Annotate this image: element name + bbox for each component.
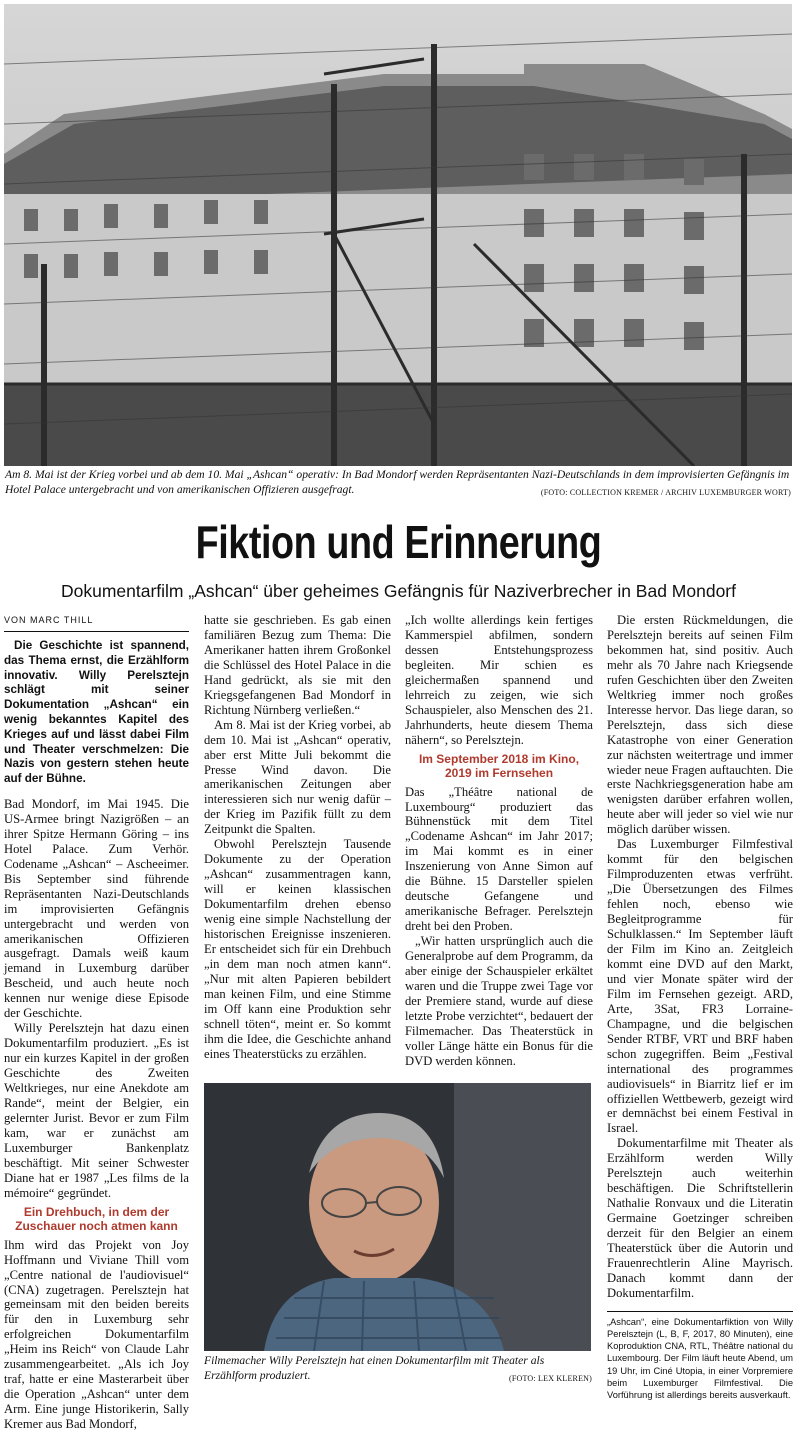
photo-credit: (FOTO: COLLECTION KREMER / ARCHIV LUXEMBURGER WORT) bbox=[540, 487, 791, 497]
caption-text: Am 8. Mai ist der Krieg vorbei und ab dem 10. Mai „Ashcan“ operativ: In Bad Mondorf werden Repräsentanten Nazi-Deutschlands in dem improvisierten Gefängnis im Hotel Palace untergebracht und von amerikanischen Offizieren ausgefragt. bbox=[5, 468, 790, 496]
article-column-1 bbox=[4, 613, 189, 1432]
article-lead: Die Geschichte ist spannend, das Thema ernst, die Erzählform innovativ. Willy Perelsztejn schlägt mit seiner Dokumentation „Ashcan“ ein wenig bekanntes Kapitel des Krieges auf und lässt dabei Film und Theater verschmelzen: Die Nazis von gestern stehen heute auf der Bühne. bbox=[4, 638, 189, 786]
paragraph: Das „Théâtre national de Luxembourg“ produziert das Bühnenstück mit dem Titel „Codename Ashcan“ im Jahr 2017; im Mai kommt es in einer Inszenierung von Anne Simon auf die Bühne. 15 Darsteller spielen deutsche Gefangene und amerikanische Befrager. Perelsztejn dreht bei den Proben. bbox=[405, 784, 593, 934]
paragraph: „Wir hatten ursprünglich auch die Generalprobe auf dem Programm, da aber einige der Schauspieler erkältet waren und die Truppe zwei Tage vor der Premiere stand, wurde auf diese letzte Probe verzichtet“, bedauert der Filmemacher. Das Theaterstück in voller Länge hätte ein Bonus für die DVD werden können. bbox=[405, 934, 593, 1068]
section-subhead: Im September 2018 im Kino, 2019 im Fernsehen bbox=[418, 751, 580, 781]
paragraph: Die ersten Rückmeldungen, die Perelsztejn bereits auf seinen Film bekommen hat, sind positiv. Auch mehr als 70 Jahre nach Kriegsende rufen Geschichten über den Zweiten Weltkrieg immer noch großes Interesse hervor. Das liege daran, so Perelsztejn, dass sich diese Katastrophe von einer Generation zur nächsten weitertrage und immer wieder neue Fragen auftauchten. Die erste Nachkriegsgeneration habe am wenigsten darüber erfahren wollen, heute aber will jeder so viel wie nur möglich darüber wissen. bbox=[607, 613, 793, 837]
caption-text: Filmemacher Willy Perelsztejn hat einen Dokumentarfilm mit Theater als Erzählform produziert. bbox=[204, 1354, 545, 1382]
paragraph: Bad Mondorf, im Mai 1945. Die US-Armee bringt Nazigrößen – an ihrer Spitze Hermann Göring – ins Hotel Palace. Zum Verhör. Codename „Ashcan“ – Ascheeimer. Bis September sind führende Repräsentanten Nazi-Deutschlands im improvisierten Gefängnis untergebracht und werden von amerikanischen Offizieren ausgefragt. Damals weiß kaum jemand in Luxemburg darüber Bescheid, und auch heute noch kennen nur wenige diese Episode der Geschichte. bbox=[4, 796, 189, 1021]
paragraph: Am 8. Mai ist der Krieg vorbei, ab dem 10. Mai ist „Ashcan“ operativ, aber erst Mitte Juli bekommt die Presse Wind davon. Die amerikanischen Zeitungen aber interessieren sich nur wenig dafür – der Krieg im Pazifik füllt zu dem Zeitpunkt die Spalten. bbox=[204, 717, 391, 837]
film-info-box: „Ashcan“, eine Dokumentarfiktion von Willy Perelsztejn (L, B, F, 2017, 80 Minuten), eine Koproduktion CNA, RTL, Théâtre national du Luxembourg. Der Film läuft heute Abend, um 19 Uhr, im Ciné Utopia, in einer Vorpremiere beim Luxemburger Filmfestival. Die Vorführung ist allerdings bereits ausverkauft. bbox=[607, 1311, 793, 1401]
paragraph: Willy Perelsztejn hat dazu einen Dokumentarfilm produziert. „Es ist nur ein kurzes Kapitel in der großen Geschichte des Zweiten Weltkrieges, nur eine Anekdote am Rande“, meint der Belgier, ein gelernter Jurist. Bevor er zum Film kam, war er zunächst am Luxemburger Bankenplatz beschäftigt. Mit seiner Schwester Diane hat er 1987 „Les films de la mémoire“ gegründet. bbox=[4, 1021, 189, 1200]
paragraph: Ihm wird das Projekt von Joy Hoffmann und Viviane Thill vom „Centre national de l'audiovisuel“ (CNA) zugetragen. Perelsztejn hat gemeinsam mit den beiden bereits für den in Luxemburg sehr erfolgreichen Dokumentarfilm „Heim ins Reich“ von Claude Lahr zusammengearbeitet. „Als ich Joy traf, hatte er eine Masterarbeit über die Operation „Ashcan“ unter dem Arm. Eine junge Historikerin, Sally Kremer aus Bad Mondorf, bbox=[4, 1237, 189, 1432]
hotel-palace-archive-photo bbox=[4, 4, 792, 466]
paragraph: Dokumentarfilme mit Theater als Erzählform werden Willy Perelsztejn auch weiterhin beschäftigen. Die Schriftstellerin Nathalie Ronvaux und die Literatin Germaine Goetzinger schreiben derzeit für den Belgier an einem Theaterstück über die Autorin und Frauenrechtlerin Aline Mayrisch. Danach kommt dann der Dokumentarfilm. bbox=[607, 1136, 793, 1300]
paragraph: Das Luxemburger Filmfestival kommt für den belgischen Filmproduzenten etwas verfrüht. „Die Übersetzungen des Filmes fehlen noch, ebenso wie Begleitprogramme für Schulklassen.“ Im September läuft der Film im Kino an. Zeitgleich kommt eine DVD auf den Markt, und vier Monate später wird der Film im Fernsehen gezeigt. ARD, Arte, 3Sat, FR3 Lorraine-Champagne, und die belgischen Sender RTBF, VRT und BRF haben schon zugegriffen. Beim „Festival international des programmes audiovisuels“ in Biarritz lief er im offiziellen Wettbewerb, gezeigt wird er demnächst bei einem Festival in Israel. bbox=[607, 837, 793, 1136]
article-column-3 bbox=[405, 613, 593, 1069]
headline: Fiktion und Erinnerung bbox=[195, 516, 602, 568]
portrait-caption bbox=[204, 1354, 592, 1386]
section-subhead: Ein Drehbuch, in dem der Zuschauer noch atmen kann bbox=[15, 1204, 178, 1234]
paragraph: Obwohl Perelsztejn Tausende Dokumente zu der Operation „Ashcan“ zusammentragen kann, will er keinen klassischen Dokumentarfilm drehen ebenso wenig eine simple Nachstellung der historischen Ereignisse inszenieren. Er entscheidet sich für ein Drehbuch „in dem man noch atmen kann“. „Nur mit alten Papieren bebildert man keinen Film, und eine Stimme im Off kann eine Produktion sehr schnell töten“, meint er. So kommt ihm die Idee, die Geschichte anhand eines Theaterstücks zu erzählen. bbox=[204, 837, 391, 1061]
portrait-illustration bbox=[204, 1083, 591, 1351]
paragraph: „Ich wollte allerdings kein fertiges Kammerspiel abfilmen, sondern dessen Entstehungsprozess begleiten. Mir schien es gleichermaßen spannend und lehrreich zu zeigen, wie sich Schauspieler, also Menschen des 21. Jahrhunderts, heute diesem Thema nähern“, so Perelsztejn. bbox=[405, 613, 593, 747]
portrait-photo bbox=[204, 1083, 591, 1351]
article-column-2 bbox=[204, 613, 391, 1062]
article-column-4 bbox=[607, 613, 793, 1401]
paragraph: hatte sie geschrieben. Es gab einen familiären Bezug zum Thema: Die Amerikaner hatten ihrem Großonkel die Schlüssel des Hotel Palace in die Hand gedrückt, als sie mit den Kriegsgefangenen Bad Mondorf in Richtung Nürnberg verließen.“ bbox=[204, 613, 391, 717]
prison-building-illustration bbox=[4, 4, 792, 466]
photo-credit: (FOTO: LEX KLEREN) bbox=[509, 1373, 592, 1383]
byline: VON MARC THILL bbox=[4, 613, 189, 632]
subheadline: Dokumentarfilm „Ashcan“ über geheimes Gefängnis für Naziverbrecher in Bad Mondorf bbox=[60, 581, 737, 601]
top-photo-caption bbox=[5, 468, 791, 500]
